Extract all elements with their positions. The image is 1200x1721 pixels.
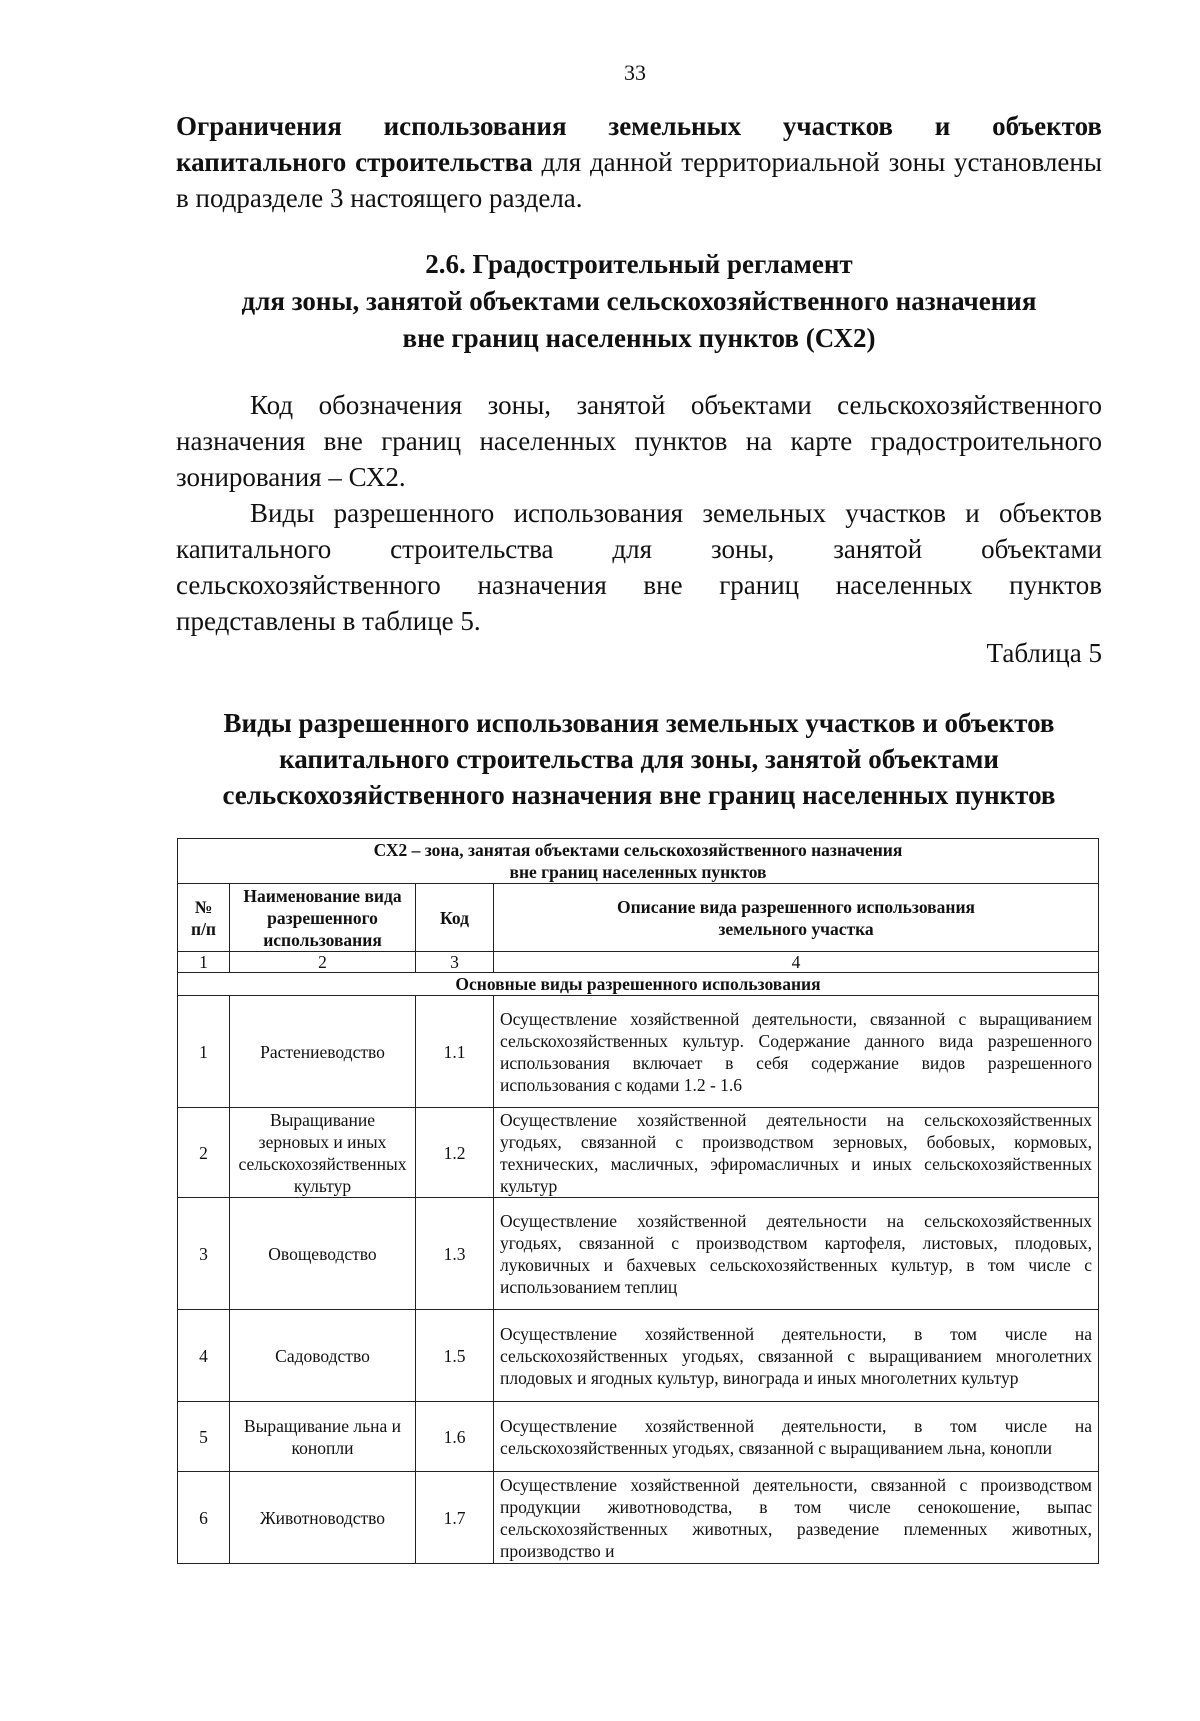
- table-row: [178, 1472, 1099, 1564]
- zone-header-line: СХ2 – зона, занятая объектами сельскохозяйственного назначения: [373, 840, 903, 860]
- row-name: Животноводство: [230, 1472, 416, 1564]
- paragraph-line: назначения вне границ населенных пунктов на карте градостроительного: [176, 426, 1102, 456]
- paragraph-line: зонирования – СХ2.: [176, 462, 406, 492]
- intro-paragraph: [176, 108, 1102, 216]
- row-code: 1.5: [416, 1310, 494, 1402]
- row-desc: Осуществление хозяйственной деятельности, связанной с выращиванием сельскохозяйственных культур. Содержание данного вида разрешенного использования включает в себя содержание видов разрешенного использования с кодами 1.2 - 1.6: [494, 996, 1099, 1108]
- row-desc: Осуществление хозяйственной деятельности на сельскохозяйственных угодьях, связанной с производством картофеля, листовых, плодовых, луковичных и бахчевых сельскохозяйственных культур, в том числе с использованием теплиц: [494, 1198, 1099, 1310]
- header-code: Код: [416, 884, 494, 952]
- row-name: Растениеводство: [230, 996, 416, 1108]
- paragraph-line: капитального строительства для зоны, занятой объектами: [176, 534, 1102, 564]
- table-row: [178, 1108, 1099, 1198]
- column-number: 2: [230, 952, 416, 973]
- row-name: Овощеводство: [230, 1198, 416, 1310]
- header-desc: Описание вида разрешенного использования земельного участка: [494, 884, 1099, 952]
- table-row: [178, 1402, 1099, 1472]
- intro-regular-text: для данной территориальной зоны установлены в подразделе 3 настоящего раздела.: [176, 147, 1102, 213]
- row-name: Выращивание зерновых и иных сельскохозяйственных культур: [230, 1108, 416, 1198]
- header-name: Наименование вида разрешенного использования: [230, 884, 416, 952]
- table-row: [178, 1310, 1099, 1402]
- section-heading-line: для зоны, занятой объектами сельскохозяйственного назначения: [241, 286, 1037, 316]
- row-code: 1.3: [416, 1198, 494, 1310]
- row-code: 1.6: [416, 1402, 494, 1472]
- column-number: 4: [494, 952, 1099, 973]
- column-number: 3: [416, 952, 494, 973]
- paragraph-line: Виды разрешенного использования земельных участков и объектов: [250, 498, 1102, 528]
- row-desc: Осуществление хозяйственной деятельности на сельскохозяйственных угодьях, связанной с производством зерновых, бобовых, кормовых, технических, масличных, эфиромасличных и иных сельскохозяйственных культур: [494, 1108, 1099, 1198]
- table-title: [176, 705, 1102, 813]
- permitted-use-table: [177, 838, 1099, 1564]
- table-row: [178, 996, 1099, 1108]
- zone-code-paragraph: [176, 387, 1102, 495]
- table-title-line: Виды разрешенного использования земельных участков и объектов: [223, 708, 1055, 738]
- paragraph-line: сельскохозяйственного назначения вне границ населенных пунктов: [176, 570, 1102, 600]
- row-num: 2: [178, 1108, 230, 1198]
- row-code: 1.1: [416, 996, 494, 1108]
- header-num: № п/п: [178, 884, 230, 952]
- page-number: 33: [624, 60, 646, 85]
- section-heading-line: 2.6. Градостроительный регламент: [425, 249, 853, 279]
- row-num: 1: [178, 996, 230, 1108]
- row-num: 3: [178, 1198, 230, 1310]
- zone-header-cell: [178, 839, 1099, 884]
- main-types-label: Основные виды разрешенного использования: [178, 973, 1099, 996]
- row-desc: Осуществление хозяйственной деятельности, связанной с производством продукции животноводства, в том числе сенокошение, выпас сельскохозяйственных животных, разведение племенных животных, производство и: [494, 1472, 1099, 1564]
- table-title-line: капитального строительства для зоны, занятой объектами: [279, 744, 999, 774]
- section-heading: [176, 246, 1102, 357]
- row-desc: Осуществление хозяйственной деятельности, в том числе на сельскохозяйственных угодьях, связанной с выращиванием льна, конопли: [494, 1402, 1099, 1472]
- table-label: Таблица 5: [986, 638, 1102, 668]
- row-name: Садоводство: [230, 1310, 416, 1402]
- row-code: 1.2: [416, 1108, 494, 1198]
- table-row: [178, 1198, 1099, 1310]
- section-heading-line: вне границ населенных пунктов (СХ2): [402, 323, 876, 353]
- table-reference-paragraph: [176, 495, 1102, 639]
- row-name: Выращивание льна и конопли: [230, 1402, 416, 1472]
- row-code: 1.7: [416, 1472, 494, 1564]
- paragraph-line: представлены в таблице 5.: [176, 606, 481, 636]
- row-num: 6: [178, 1472, 230, 1564]
- row-desc: Осуществление хозяйственной деятельности, в том числе на сельскохозяйственных угодьях, связанной с выращиванием многолетних плодовых и ягодных культур, винограда и иных многолетних культур: [494, 1310, 1099, 1402]
- column-number: 1: [178, 952, 230, 973]
- paragraph-line: Код обозначения зоны, занятой объектами сельскохозяйственного: [250, 390, 1102, 420]
- intro-bold-text: Ограничения использования земельных участков и объектов капитального строительства: [176, 111, 1102, 177]
- row-num: 5: [178, 1402, 230, 1472]
- table-title-line: сельскохозяйственного назначения вне границ населенных пунктов: [222, 780, 1056, 810]
- zone-header-line: вне границ населенных пунктов: [509, 862, 767, 882]
- row-num: 4: [178, 1310, 230, 1402]
